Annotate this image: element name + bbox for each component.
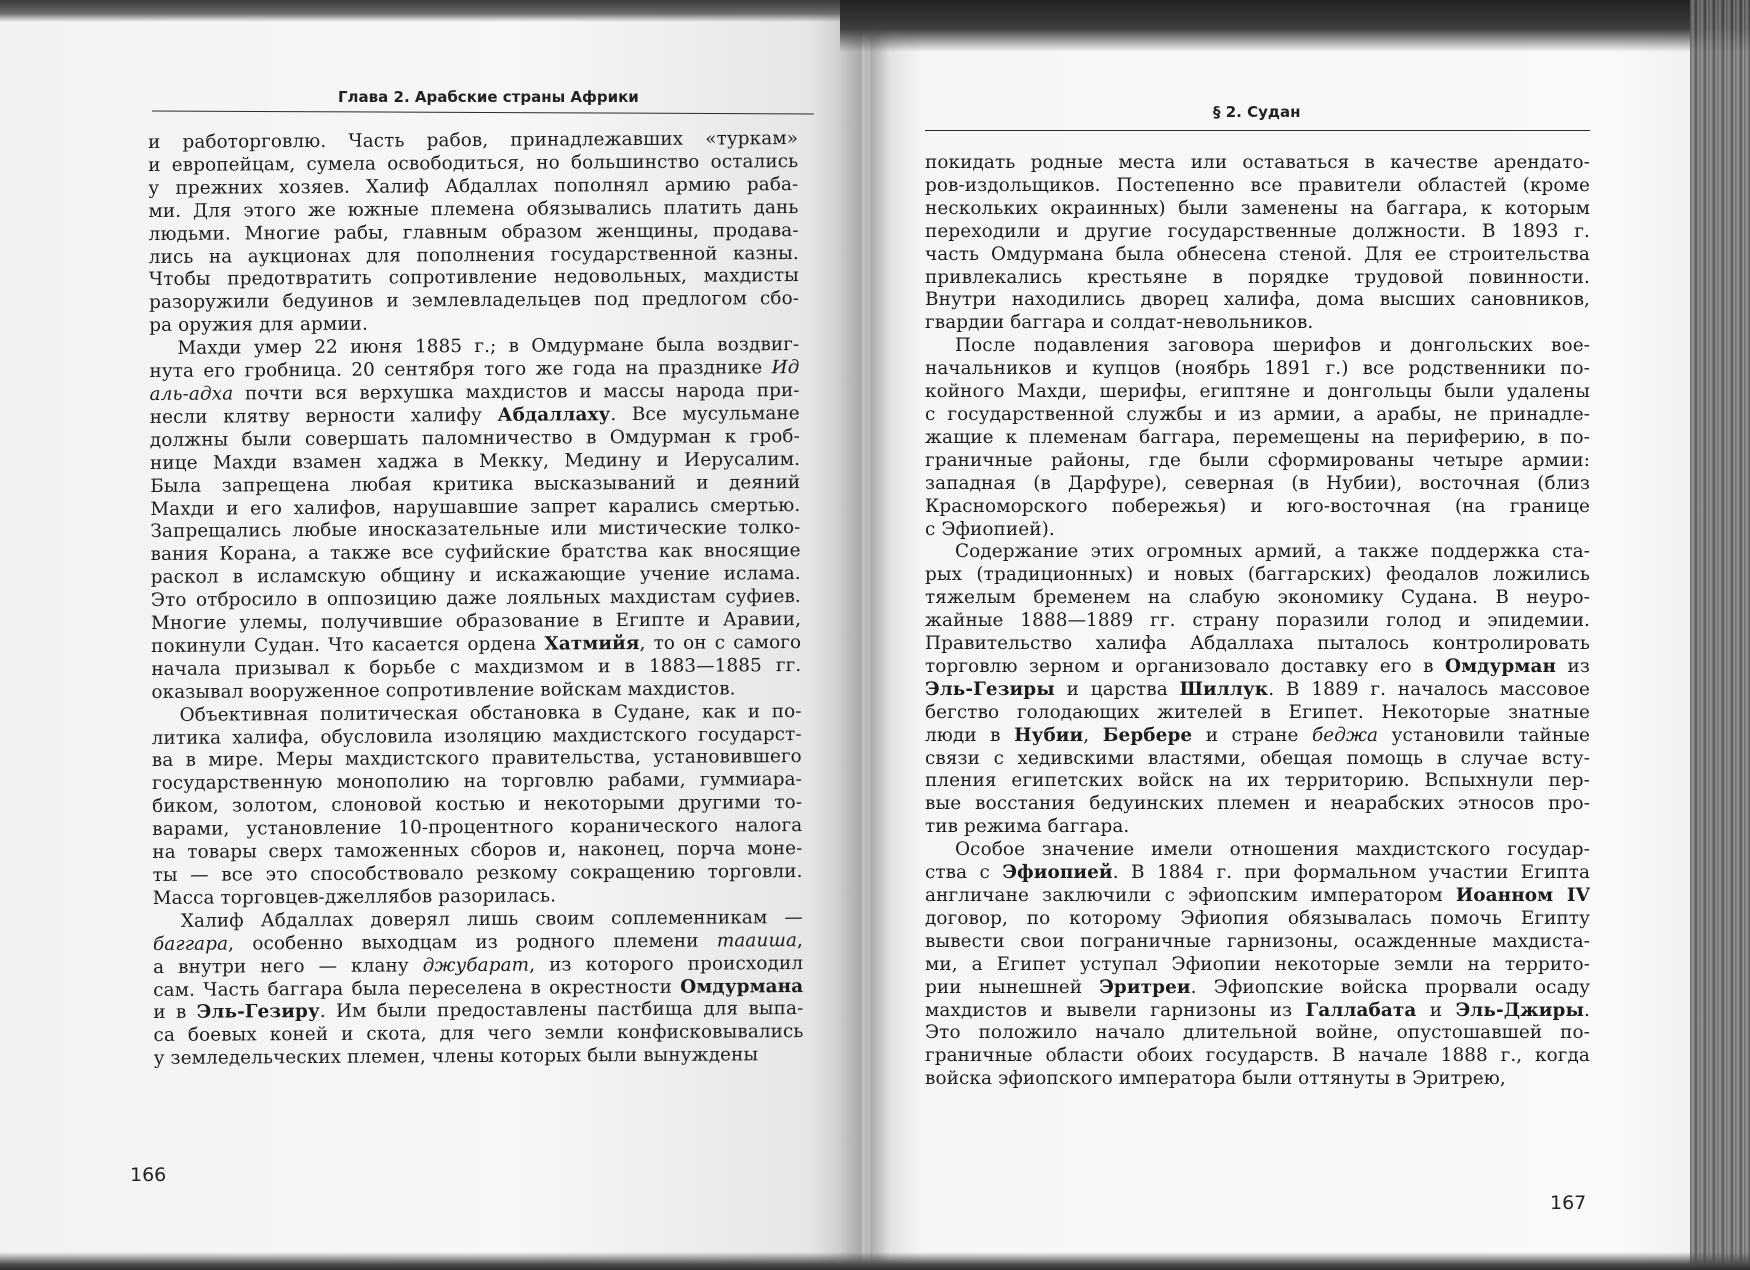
bold-term: Эритреи (1099, 976, 1191, 998)
text-run: бегство голодающих жителей в Египет. Некоторые знатные (925, 701, 1590, 723)
text-run: , то он с самого (639, 631, 802, 654)
text-run: Правительство халифа Абдаллаха пыталось контролировать (925, 633, 1590, 655)
italic-term: баггара (152, 933, 229, 955)
italic-term: беджа (1311, 724, 1379, 746)
paragraph (925, 839, 1590, 1091)
text-run: а внутри него — клану (153, 954, 423, 978)
text-run: гвардии баггара и солдат-невольников. (925, 312, 1314, 334)
bold-term: Омдурмана (680, 975, 804, 998)
text-line (925, 610, 1590, 633)
text-run: Запрещались любые иносказательные или мистические толко- (150, 517, 801, 543)
text-run: граничные районы, где были сформированы четыре армии: (925, 449, 1590, 471)
text-line (925, 587, 1590, 610)
text-line (925, 679, 1590, 702)
text-run: . (1584, 999, 1590, 1021)
text-line (925, 1045, 1590, 1068)
text-line (925, 221, 1590, 244)
text-run: ми, а Египет уступал Эфиопии некоторые земли на террито- (925, 953, 1590, 975)
text-run: у земледельческих племен, члены которых были вынуждены (153, 1044, 759, 1070)
bold-term: Хатмийя (544, 632, 640, 655)
text-line (925, 816, 1590, 839)
text-line (925, 931, 1590, 954)
text-line (152, 861, 802, 888)
text-run: начала призывал к борьбе с махдизмом и в 1883—1885 гг. (151, 654, 802, 680)
text-run: на товары сверх таможенных сборов и, наконец, порча моне- (152, 838, 803, 864)
text-run: должны были совершать паломничество в Омдурман к гроб- (149, 425, 800, 451)
text-run: и работорговлю. Часть рабов, принадлежавших «туркам» (148, 128, 799, 153)
text-run: вывести свои пограничные гарнизоны, осажденные махдиста- (925, 930, 1590, 952)
text-run: с Эфиопией). (925, 518, 1055, 540)
text-run: жайные 1888—1889 гг. страну поразили голод и эпидемии. (925, 610, 1590, 632)
text-line (925, 862, 1590, 885)
right-header-rule (925, 130, 1590, 131)
text-run: Махди умер 22 июня 1885 г.; в Омдурмане была воздвиг- (177, 334, 800, 359)
text-run: установили тайные (1378, 724, 1590, 746)
text-run: Это положило начало длительной войне, опустошавшей по- (925, 1022, 1590, 1044)
right-page-text (925, 152, 1590, 1091)
text-run: Махди и его халифов, нарушавшие запрет карались смертью. (150, 494, 801, 520)
text-line (925, 977, 1590, 1000)
text-run: ства с (925, 862, 1003, 884)
text-run: нескольких окраинных) были заменены на баггара, к которым (925, 197, 1590, 219)
text-run: са боевых коней и скота, для чего земли конфисковывались (153, 1021, 804, 1047)
italic-term: аль-адха (149, 383, 234, 405)
paragraph (925, 152, 1590, 335)
text-run: , (1083, 724, 1103, 746)
bold-term: Нубии (1014, 724, 1084, 746)
text-run: и (1416, 999, 1456, 1021)
text-line (925, 244, 1590, 267)
scan-shadow-bottom (0, 1252, 1750, 1270)
text-run: , особенно выходцам из родного племени (228, 930, 717, 955)
text-line (925, 1022, 1590, 1045)
text-run: ва в мире. Меры махдистского правительства, установившего (151, 746, 802, 772)
text-run: Чтобы предотвратить сопротивление недовольных, махдисты (148, 265, 799, 291)
text-run: ров-издольщиков. Постепенно все правители областей (кроме (925, 174, 1590, 196)
text-run: начальников и купцов (ноябрь 1891 г.) все родственники по- (925, 358, 1590, 380)
text-line (925, 427, 1590, 450)
text-run: почти вся верхушка махдистов и массы народа при- (233, 379, 800, 405)
bold-term: Шиллук (1179, 678, 1269, 700)
text-line (925, 564, 1590, 587)
paragraph (148, 128, 799, 338)
text-run: привлекались крестьяне в порядке трудовой повинности. (925, 266, 1590, 288)
text-line (925, 702, 1590, 725)
text-run: Масса торговцев-джеллябов разорилась. (152, 885, 557, 909)
text-run: вания Корана, а также все суфийские братства как вносящие (150, 540, 801, 566)
text-run: из (1556, 655, 1590, 677)
text-run: люди в (925, 724, 1015, 746)
italic-term: джубарат (422, 954, 530, 976)
text-run: койного Махди, шерифы, египтяне и донгольцы были удалены (925, 381, 1590, 403)
text-run: и царства (1054, 678, 1180, 700)
text-run: и европейцам, сумела освободиться, но большинство остались (148, 150, 799, 176)
text-line (925, 198, 1590, 221)
bold-term: Эль-Гезиру (196, 1001, 320, 1024)
text-line (925, 770, 1590, 793)
bold-term: Абдаллаху (497, 404, 611, 426)
text-run: . Им были предоставлены пастбища для выпа- (319, 998, 804, 1023)
scan-shadow-top-right (840, 0, 1750, 52)
text-run: Особое значение имели отношения махдистского государ- (955, 839, 1590, 861)
paragraph (925, 335, 1590, 541)
text-run: вые восстания бедуинских племен и неарабских этносов про- (925, 793, 1590, 815)
text-line (925, 793, 1590, 816)
text-run: Внутри находились дворец халифа, дома высших сановников, (925, 289, 1590, 311)
text-run: рии нынешней (925, 976, 1100, 998)
text-line (925, 335, 1590, 358)
text-run: . Все мусульмане (610, 402, 800, 426)
text-line (925, 541, 1590, 564)
text-run: литика халифа, обусловила изоляцию махдистского государст- (151, 723, 802, 749)
text-line (925, 839, 1590, 862)
italic-term: тааиша (716, 929, 798, 952)
text-run: граничные области обоих государств. В начале 1888 г., когда (925, 1045, 1590, 1067)
text-run: покинули Судан. Что касается ордена (151, 633, 545, 657)
text-line (925, 473, 1590, 496)
page-edges-right (1690, 0, 1750, 1270)
text-run: После подавления заговора шерифов и донгольских вое- (955, 335, 1590, 357)
text-run: оказывал вооруженное сопротивление войскам махдистов. (151, 678, 736, 703)
paragraph (149, 334, 801, 704)
bold-term: Эль-Гезиры (925, 678, 1055, 700)
text-line (925, 289, 1590, 312)
text-run: у прежних хозяев. Халиф Абдаллах пополнял армию раба- (148, 173, 799, 199)
text-run: Была запрещена любая критика высказываний и деяний (150, 471, 801, 497)
text-run: тяжелым бременем на слабую экономику Судана. В неуро- (925, 587, 1590, 609)
text-run: Объективная политическая обстановка в Судане, как и по- (179, 700, 802, 726)
text-line (149, 288, 799, 315)
right-page-number: 167 (1550, 1192, 1587, 1214)
text-run: варами, установление 10-процентного коранического налога (152, 815, 803, 841)
text-run: Халиф Абдаллах доверял лишь своим соплеменникам — (180, 906, 803, 932)
bold-term: Иоанном IV (1455, 885, 1590, 906)
text-run: ты — все это способствовало резкому сокращению торговли. (152, 861, 803, 886)
text-run: нице Махди взамен хаджа в Мекку, Медину и Иерусалим. (149, 448, 801, 474)
text-run: , из которого происходил (529, 952, 804, 976)
text-line (925, 496, 1590, 519)
text-line (925, 748, 1590, 771)
left-page-number: 166 (130, 1164, 167, 1186)
text-run: людьми. Многие рабы, главным образом женщины, продава- (148, 219, 799, 245)
left-page-text (148, 128, 804, 1071)
text-run: разоружили бедуинов и землевладельцев под предлогом сбо- (148, 288, 800, 314)
bold-term: Эль-Джиры (1455, 999, 1585, 1021)
text-run: Это отбросило в оппозицию даже лояльных махдистам суфиев. (150, 586, 801, 612)
text-run: . В 1889 г. началось массовое (1268, 678, 1590, 700)
text-run: переходили и другие государственные должности. В 1893 г. (925, 220, 1590, 242)
bold-term: Омдурман (1445, 655, 1557, 677)
paragraph (153, 907, 804, 1071)
text-run: ми. Для этого же южные племена обязывались платить дань (148, 196, 799, 222)
text-run: жащие к племенам баггара, перемещены на периферию, в по- (925, 426, 1590, 448)
text-run: биком, золотом, слоновой костью и некоторыми другими то- (152, 792, 803, 818)
bold-term: Бербере (1102, 724, 1193, 746)
right-running-header: § 2. Судан (1213, 103, 1301, 121)
text-run: раскол в исламскую общину и искажающие учение ислама. (150, 563, 801, 589)
text-line (925, 358, 1590, 381)
text-run: сам. Часть баггара была переселена в окрестности (153, 976, 681, 1001)
scan-shadow-top-left (0, 0, 870, 22)
text-line (925, 885, 1590, 908)
text-run: пления египетских войск на их территорию. Вспыхнули пер- (925, 770, 1590, 792)
text-line (925, 725, 1590, 748)
text-line (925, 656, 1590, 679)
text-run: . В 1884 г. при формальном участии Египта (1112, 862, 1591, 884)
book-gutter (838, 0, 890, 1270)
text-run: махдистов и вывели гарнизоны из (925, 999, 1306, 1021)
text-run: рых (традиционных) и новых (баггарских) феодалов ложились (925, 564, 1590, 586)
text-run: с государственной службы и из армии, а арабы, не принадле- (925, 403, 1590, 425)
text-run: часть Омдурмана была обнесена стеной. Для ее строительства (925, 243, 1590, 265)
text-run: Содержание этих огромных армий, а также поддержка ста- (955, 541, 1590, 563)
text-run: войска эфиопского императора были оттянуты в Эритрею, (925, 1068, 1506, 1090)
text-run: покидать родные места или оставаться в качестве арендато- (925, 152, 1590, 173)
text-run: тив режима баггара. (925, 816, 1130, 838)
left-running-header: Глава 2. Арабские страны Африки (338, 88, 639, 106)
text-run: несли клятву верности халифу (149, 404, 498, 428)
text-line (925, 267, 1590, 290)
paragraph (925, 541, 1590, 839)
text-line (925, 908, 1590, 931)
text-line (925, 152, 1590, 175)
text-line (925, 633, 1590, 656)
paragraph (151, 701, 802, 911)
text-run: связи с хедивскими властями, обещая помощь в случае всту- (925, 747, 1590, 769)
text-run: договор, по которому Эфиопия обязывалась помочь Египту (925, 907, 1590, 929)
text-line (925, 381, 1590, 404)
bold-term: Эфиопией (1002, 862, 1113, 884)
text-run: нута его гробница. 20 сентября того же года на празднике (149, 357, 772, 383)
text-line (925, 312, 1590, 335)
text-line (925, 450, 1590, 473)
italic-term: Ид (771, 357, 800, 379)
text-run: Многие улемы, получившие образование в Египте и Аравии, (150, 609, 802, 635)
text-line (925, 954, 1590, 977)
text-run: . Эфиопские войска прорвали осаду (1190, 976, 1590, 998)
text-run: англичане заключили с эфиопским императором (925, 885, 1456, 906)
text-line (154, 1044, 804, 1071)
text-line (925, 1000, 1590, 1023)
bold-term: Галлабата (1305, 999, 1417, 1021)
text-run: западная (в Дарфуре), северная (в Нубии), восточная (близ (925, 472, 1590, 494)
text-run: государственную монополию на торговлю рабами, гуммиара- (151, 769, 803, 795)
text-line (925, 1068, 1590, 1091)
text-run: и стране (1192, 724, 1312, 746)
text-run: Красноморского побережья) и юго-восточная (на границе (925, 495, 1590, 517)
text-run: , (796, 929, 804, 951)
text-run: торговлю зерном и организовало доставку его в (925, 655, 1445, 677)
text-run: и в (153, 1002, 197, 1024)
text-run: лись на аукционах для пополнения государственной казны. (148, 242, 799, 268)
text-run: ра оружия для армии. (149, 313, 368, 337)
text-line (925, 404, 1590, 427)
text-line (925, 175, 1590, 198)
text-line (925, 519, 1590, 542)
